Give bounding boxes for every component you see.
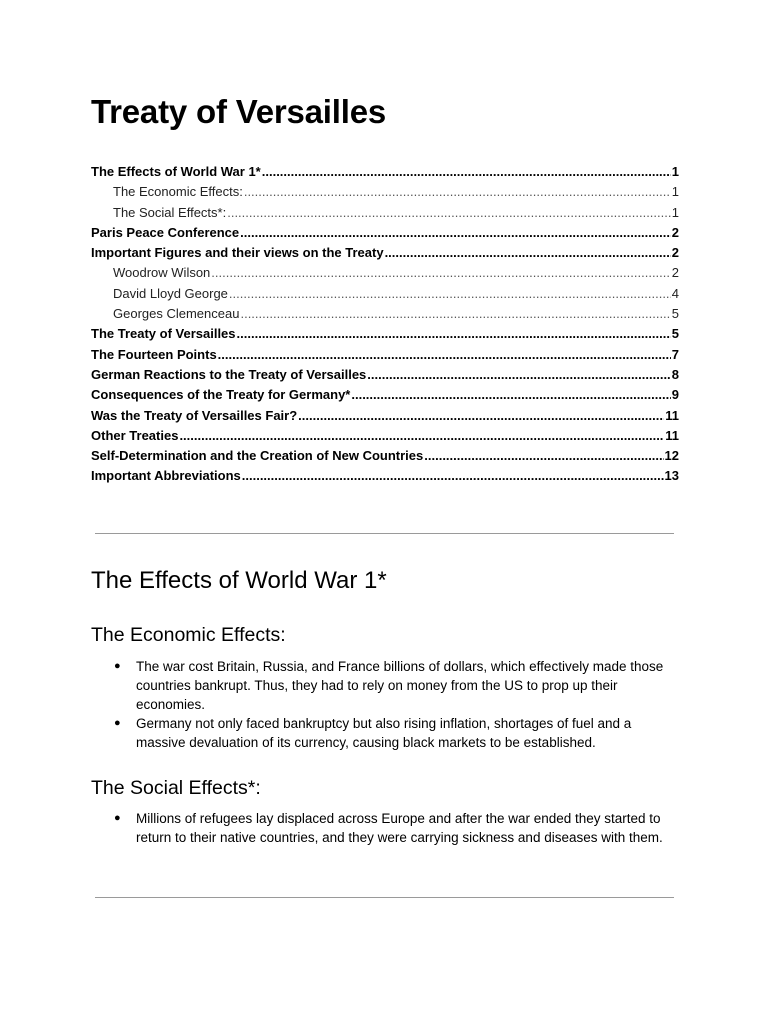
toc-entry[interactable] xyxy=(91,446,679,466)
toc-leader-dots xyxy=(240,304,670,324)
list-item-text: Millions of refugees lay displaced across Europe and after the war ended they started to return to their native countries, and they were carrying sickness and diseases with them. xyxy=(136,811,663,845)
toc-leader-dots xyxy=(385,243,671,263)
toc-leader-dots xyxy=(351,385,670,405)
toc-entry-page: 13 xyxy=(664,468,679,484)
toc-entry[interactable] xyxy=(91,263,679,283)
toc-entry[interactable] xyxy=(91,406,679,426)
toc-leader-dots xyxy=(424,446,663,466)
section-heading: The Effects of World War 1* xyxy=(91,567,387,594)
toc-entry-label: Georges Clemenceau xyxy=(113,306,240,322)
toc-leader-dots xyxy=(367,365,670,385)
toc-entry-page: 2 xyxy=(671,245,679,261)
toc-entry-label: The Fourteen Points xyxy=(91,346,217,362)
list-item-text: Germany not only faced bankruptcy but also rising inflation, shortages of fuel and a massive devaluation of its currency, causing black markets to be established. xyxy=(136,716,632,750)
toc-entry-page: 1 xyxy=(671,164,679,179)
toc-entry[interactable] xyxy=(91,182,679,202)
economic-effects-list xyxy=(91,657,681,752)
toc-entry-label: David Lloyd George xyxy=(113,285,228,301)
toc-entry-page: 9 xyxy=(671,387,679,403)
toc-entry-label: Paris Peace Conference xyxy=(91,224,240,240)
toc-entry[interactable] xyxy=(91,345,679,365)
toc-leader-dots xyxy=(229,284,671,304)
toc-leader-dots xyxy=(179,426,664,446)
toc-entry-label: Important Abbreviations xyxy=(91,468,241,484)
toc-entry-page: 11 xyxy=(665,407,679,423)
toc-leader-dots xyxy=(262,162,671,182)
toc-entry-label: Other Treaties xyxy=(91,427,179,443)
subsection-heading-economic: The Economic Effects: xyxy=(91,624,286,646)
table-of-contents xyxy=(91,162,679,487)
social-effects-list xyxy=(91,809,681,847)
toc-entry-label: Consequences of the Treaty for Germany* xyxy=(91,387,351,403)
toc-entry-page: 1 xyxy=(671,204,679,220)
toc-leader-dots xyxy=(218,345,671,365)
toc-leader-dots xyxy=(227,203,671,223)
toc-entry[interactable] xyxy=(91,284,679,304)
toc-entry[interactable] xyxy=(91,324,679,344)
list-item xyxy=(91,657,681,714)
bullet-icon: ● xyxy=(114,717,121,729)
toc-entry-page: 8 xyxy=(671,366,679,382)
toc-entry-label: Important Figures and their views on the Treaty xyxy=(91,245,384,261)
toc-entry-page: 5 xyxy=(671,306,679,322)
document-title: Treaty of Versailles xyxy=(91,93,387,130)
toc-entry-page: 11 xyxy=(665,427,679,443)
toc-entry-page: 4 xyxy=(671,285,679,301)
toc-entry-label: Woodrow Wilson xyxy=(113,265,211,281)
toc-entry-label: The Social Effects*: xyxy=(113,204,227,220)
toc-entry-label: German Reactions to the Treaty of Versailles xyxy=(91,366,367,382)
subsection-heading-social: The Social Effects*: xyxy=(91,777,261,799)
toc-entry-page: 5 xyxy=(671,326,679,342)
toc-entry-label: The Economic Effects: xyxy=(113,184,243,200)
toc-entry[interactable] xyxy=(91,223,679,243)
toc-leader-dots xyxy=(240,223,671,243)
list-item xyxy=(91,809,681,847)
toc-entry-page: 7 xyxy=(671,346,679,362)
bullet-icon: ● xyxy=(114,660,121,672)
toc-entry[interactable] xyxy=(91,385,679,405)
list-item xyxy=(91,714,681,752)
toc-entry-page: 1 xyxy=(671,184,679,200)
toc-entry[interactable] xyxy=(91,304,679,324)
toc-entry-page: 12 xyxy=(664,448,679,464)
list-item-text: The war cost Britain, Russia, and France billions of dollars, which effectively made those countries bankrupt. Thus, they had to rely on money from the US to prop up their economies. xyxy=(136,659,664,712)
toc-entry[interactable] xyxy=(91,162,679,182)
toc-entry[interactable] xyxy=(91,243,679,263)
toc-leader-dots xyxy=(242,466,664,486)
toc-leader-dots xyxy=(244,182,671,202)
toc-leader-dots xyxy=(237,324,671,344)
toc-entry-label: The Effects of World War 1* xyxy=(91,164,261,179)
toc-entry-page: 2 xyxy=(671,224,679,240)
toc-leader-dots xyxy=(211,263,670,283)
toc-entry[interactable] xyxy=(91,426,679,446)
bullet-icon: ● xyxy=(114,812,121,824)
toc-entry-label: Self-Determination and the Creation of New Countries xyxy=(91,448,424,464)
toc-entry[interactable] xyxy=(91,466,679,486)
toc-leader-dots xyxy=(298,406,664,426)
toc-entry[interactable] xyxy=(91,203,679,223)
section-divider xyxy=(95,533,674,534)
section-divider xyxy=(95,897,674,898)
toc-entry-label: The Treaty of Versailles xyxy=(91,326,236,342)
toc-entry[interactable] xyxy=(91,365,679,385)
toc-entry-label: Was the Treaty of Versailles Fair? xyxy=(91,407,298,423)
toc-entry-page: 2 xyxy=(671,265,679,281)
